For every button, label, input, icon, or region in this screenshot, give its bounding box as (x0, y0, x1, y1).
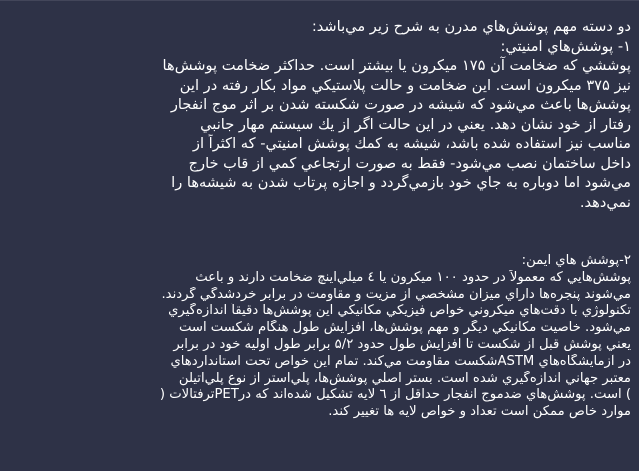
safety-films-text-line-4: مي‌شود. خاصيت مكانيكي ديگر و مهم پوشش‌ها، افزايش طول هنگام شكست است (178, 320, 631, 336)
safety-films-text-line-5: يعني پوشش قبل از شكست تا افزايش طول حدود ۵/۲ برابر طول اوليه خود در برابر (173, 336, 631, 352)
top-divider (0, 0, 639, 1)
safety-films-text-line-9: موارد خاص ممكن است تعداد و خواص لايه ها تغيير كند. (328, 404, 631, 420)
safety-films-text-line-3: تكنولوژي با دقت‌هاي ميكروني خواص فيزيكي مكانيكي اين پوشش‌ها دقيقاً اندازه‌گيري (168, 303, 631, 319)
security-films-text-line-6: داخل ساختمان نصب مي‌شود- فقط به صورت ارتجاعي كمي از قاب خارج (188, 154, 631, 172)
security-films-text-line-4: رفتار از خود نشان دهد. يعني در اين حالت اگر از يك سيستم مهار جانبي (200, 115, 631, 133)
security-films-text-line-2: نيز ۳۷۵ ميكرون است. اين ضخامت و حالت پلاستيكي مواد بكار رفته در اين (179, 76, 631, 94)
security-films-text-line-7: مي‌شود اما دوباره به جاي خود بازمي‌گردد و اجازه پرتاب شدن به شيشه‌ها را (171, 174, 631, 191)
security-films-heading: ۱- پوشش‌هاي امنيتي: (500, 37, 631, 55)
safety-films-text-line-1: پوشش‌هايي كه معمولاً در حدود ۱۰۰ ميكرون يا ٤ ميلي‌اينچ ضخامت دارند و باعث (195, 269, 631, 285)
security-films-text-line-3: پوشش‌ها باعث مي‌شود كه شيشه در صورت شكسته شدن بر اثر موج انفجار (170, 96, 631, 113)
security-films-text-line-5: مناسب نيز استفاده شده باشد، شيشه به كمك پوشش امنيتي- كه اكثراً از (192, 135, 631, 152)
intro-heading: دو دسته مهم پوشش‌هاي مدرن به شرح زير مي‌باشد: (311, 18, 631, 35)
safety-films-text-line-7: معتبر جهاني اندازه‌گيري شده است. بستر اصلي پوشش‌ها، پلي‌استر از نوع پلي‌اتيلن (178, 370, 631, 386)
safety-films-heading: ۲-پوشش هاي ايمن: (521, 253, 631, 268)
section-safety-films (15, 253, 631, 421)
section-security-films (15, 17, 631, 212)
safety-films-text-line-2: مي‌شوند پنجره‌ها داراي ميزان مشخصي از مزيت و مقاومت در برابر خردشدگي گردند. (161, 286, 631, 302)
safety-films-text-line-6: در آزمايشگاه‌هاي ASTMشكست مقاومت مي‌كند. تمام اين خواص تحت استانداردهاي (170, 353, 631, 369)
security-films-text-line-1: پوششي كه ضخامت آن ۱۷۵ ميكرون يا بيشتر است. حداكثر ضخامت پوشش‌ها (162, 57, 631, 74)
safety-films-text-line-8: ) است. پوشش‌هاي ضدموج انفجار حداقل از ٦ لايه تشكيل شده‌اند كه درPETترفتالات ( (159, 387, 631, 403)
security-films-text-line-8: نمي‌دهد. (579, 193, 631, 211)
